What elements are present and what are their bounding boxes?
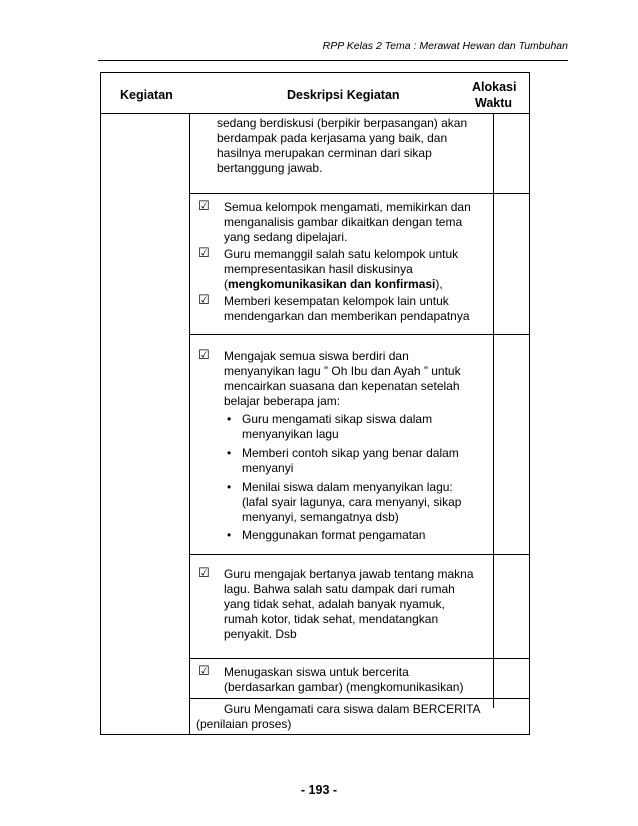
row-divider <box>189 698 530 699</box>
column-divider-2 <box>493 113 494 708</box>
row-divider <box>189 658 530 659</box>
checkbox-icon: ☑ <box>198 566 210 581</box>
row-divider <box>189 334 530 335</box>
continuation-line: sedang berdiskusi (berpikir berpasangan) akan <box>217 116 468 130</box>
block3-item1-line: menyanyikan lagu ” Oh Ibu dan Ayah ” untuk <box>224 364 461 378</box>
running-header: RPP Kelas 2 Tema : Merawat Hewan dan Tumbuhan <box>322 40 568 52</box>
block6-line: (penilaian proses) <box>196 717 292 731</box>
row-divider <box>189 554 530 555</box>
block4-item1-line: lagu. Bahwa salah satu dampak dari rumah <box>224 582 455 596</box>
checkbox-icon: ☑ <box>198 348 210 363</box>
checkbox-icon: ☑ <box>198 664 210 679</box>
column-divider-1 <box>189 113 190 734</box>
checkbox-icon: ☑ <box>198 293 210 308</box>
bullet-line: Menilai siswa dalam menyanyikan lagu: <box>242 480 453 494</box>
block2-item1-line: yang sedang dipelajari. <box>224 230 348 244</box>
table-border-left <box>100 72 101 734</box>
block3-item1-line: belajar beberapa jam: <box>224 394 341 408</box>
page-number: - 193 - <box>300 783 338 797</box>
block5-item1-line: (berdasarkan gambar) (mengkomunikasikan) <box>224 680 464 694</box>
row-divider <box>189 193 530 194</box>
table-border-right <box>529 72 530 734</box>
bullet-icon: • <box>227 528 232 542</box>
block2-item3-line: mendengarkan dan memberikan pendapatnya <box>224 309 470 323</box>
column-header-deskripsi: Deskripsi Kegiatan <box>287 88 400 102</box>
bullet-icon: • <box>227 446 232 460</box>
checkbox-icon: ☑ <box>198 199 210 214</box>
checkbox-icon: ☑ <box>198 246 210 261</box>
continuation-line: hasilnya merupakan cerminan dari sikap <box>217 146 432 160</box>
header-row-bottom <box>100 113 530 114</box>
block2-item2-bold-line: (mengkomunikasikan dan konfirmasi), <box>224 277 443 291</box>
column-header-kegiatan: Kegiatan <box>120 88 173 102</box>
bullet-icon: • <box>227 412 232 426</box>
continuation-line: berdampak pada kerjasama yang baik, dan <box>217 131 448 145</box>
block6-line: Guru Mengamati cara siswa dalam BERCERITA <box>224 702 481 716</box>
block3-item1-line: mencairkan suasana dan kepenatan setelah <box>224 379 460 393</box>
bullet-line: menyanyikan lagu <box>242 427 339 441</box>
bullet-icon: • <box>227 480 232 494</box>
block4-item1-line: yang tidak sehat, adalah banyak nyamuk, <box>224 597 445 611</box>
header-rule <box>98 60 568 61</box>
block5-item1-line: Menugaskan siswa untuk bercerita <box>224 665 409 679</box>
block4-item1-line: rumah kotor, tidak sehat, mendatangkan <box>224 612 439 626</box>
block2-item1-line: menganalisis gambar dikaitkan dengan tema <box>224 215 463 229</box>
bullet-line: menyanyi <box>242 461 294 475</box>
block4-item1-line: Guru mengajak bertanya jawab tentang makna <box>224 567 474 581</box>
bullet-line: Guru mengamati sikap siswa dalam <box>242 412 433 426</box>
block2-item2-line: Guru memanggil salah satu kelompok untuk <box>224 247 459 261</box>
block2-item3-line: Memberi kesempatan kelompok lain untuk <box>224 294 449 308</box>
bullet-line: Menggunakan format pengamatan <box>242 528 426 542</box>
column-header-waktu: Waktu <box>475 96 513 110</box>
table-border-top <box>100 72 530 73</box>
block3-item1-line: Mengajak semua siswa berdiri dan <box>224 349 409 363</box>
table-border-bottom <box>100 734 530 735</box>
block2-item2-line: mempresentasikan hasil diskusinya <box>224 262 413 276</box>
bullet-line: Memberi contoh sikap yang benar dalam <box>242 446 459 460</box>
bold-phrase: mengkomunikasikan dan konfirmasi <box>228 277 436 291</box>
column-header-alokasi: Alokasi <box>472 80 517 94</box>
block4-item1-line: penyakit. Dsb <box>224 627 297 641</box>
block2-item1-line: Semua kelompok mengamati, memikirkan dan <box>224 200 471 214</box>
bullet-line: (lafal syair lagunya, cara menyanyi, sikap <box>242 495 462 509</box>
bullet-line: menyanyi, semangatnya dsb) <box>242 510 399 524</box>
continuation-line: bertanggung jawab. <box>217 161 323 175</box>
